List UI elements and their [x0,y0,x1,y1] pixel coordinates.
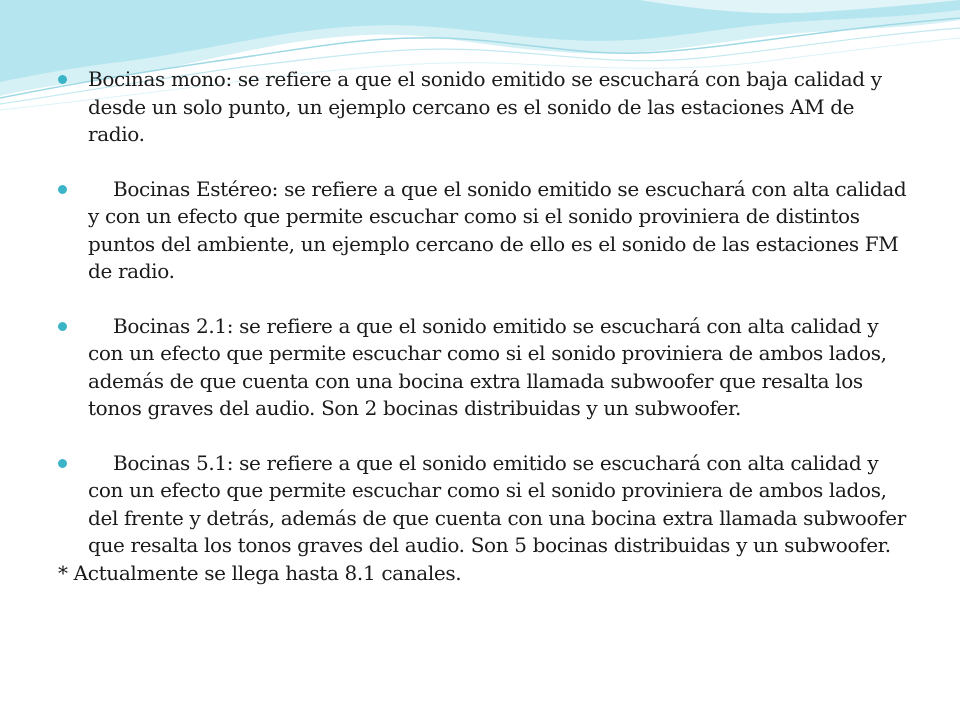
bullet-text: Bocinas Estéreo: se refiere a que el sonido emitido se escuchará con alta calidad y con un efecto que permite escuchar como si el sonido proviniera de distintos puntos del ambiente, un ejemplo cercano de ello es el sonido de las estaciones FM de radio. [88,176,907,283]
slide-content [58,66,908,587]
bullet-text: Bocinas mono: se refiere a que el sonido emitido se escuchará con baja calidad y desde un solo punto, un ejemplo cercano es el sonido de las estaciones AM de radio. [88,67,882,146]
bullet-text: Bocinas 2.1: se refiere a que el sonido emitido se escuchará con alta calidad y con un efecto que permite escuchar como si el sonido proviniera de ambos lados, además de que cuenta con una bocina extra llamada subwoofer que resalta los tonos graves del audio. Son 2 bocinas distribuidas y un subwoofer. [88,313,887,420]
bullet-dot-icon [58,185,67,194]
footnote: * Actualmente se llega hasta 8.1 canales. [58,560,462,585]
bullet-bocinas-estereo [58,176,908,286]
bullet-dot-icon [58,75,67,84]
bullet-bocinas-mono [58,66,908,149]
bullet-bocinas-5-1 [58,450,908,560]
bullet-dot-icon [58,322,67,331]
bullet-bocinas-2-1 [58,313,908,423]
bullet-text: Bocinas 5.1: se refiere a que el sonido emitido se escuchará con alta calidad y con un efecto que permite escuchar como si el sonido proviniera de ambos lados, del frente y detrás, además de que cuenta con una bocina extra llamada subwoofer que resalta los tonos graves del audio. Son 5 bocinas distribuidas y un subwoofer. [88,450,906,557]
bullet-dot-icon [58,459,67,468]
